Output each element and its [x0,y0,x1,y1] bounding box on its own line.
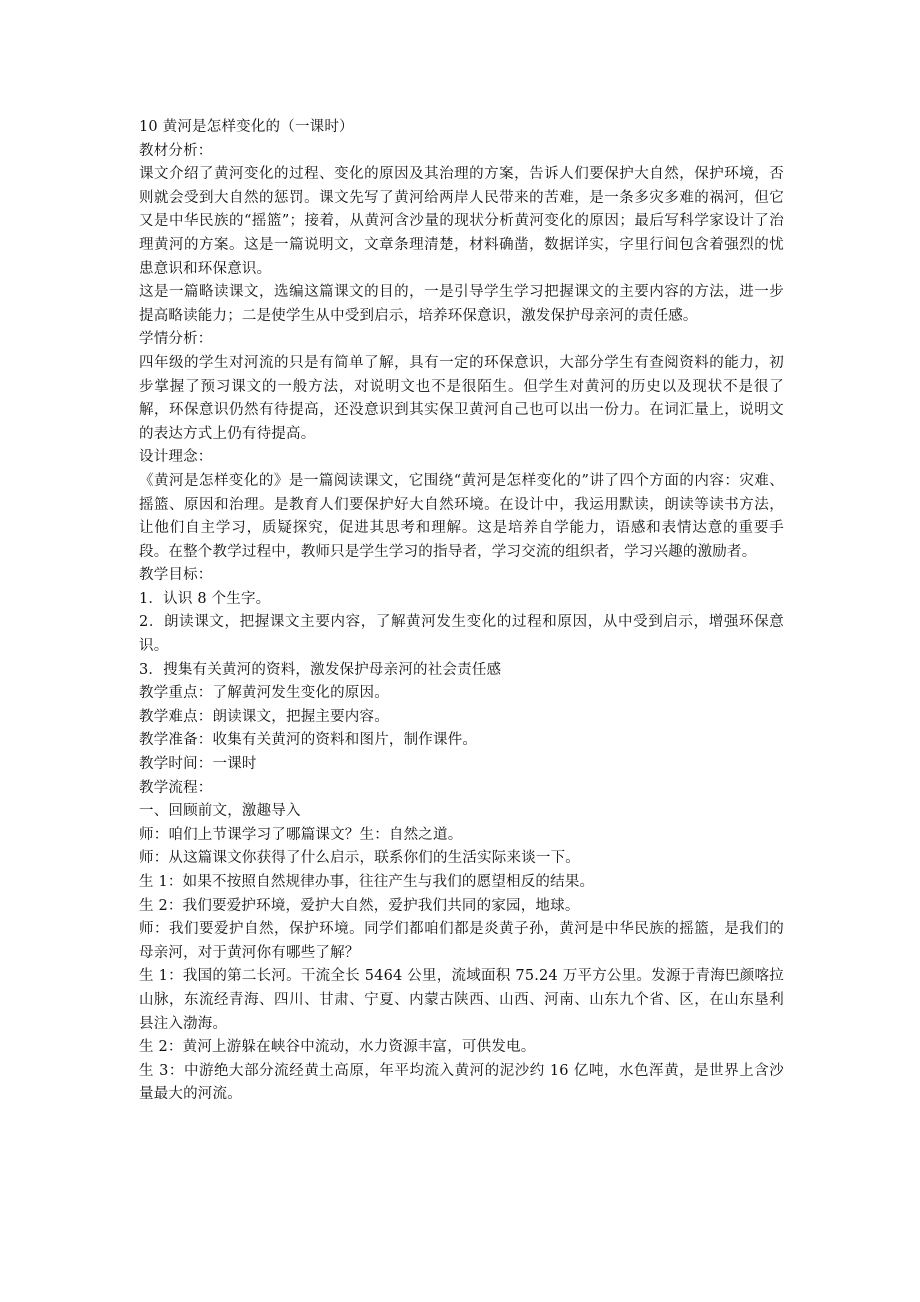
dialogue-line: 生 3：中游绝大部分流经黄土高原，年平均流入黄河的泥沙约 16 亿吨，水色浑黄，是世界上含沙量最大的河流。 [139,1062,784,1103]
paragraph-textbook-analysis-1: 课文介绍了黄河变化的过程、变化的原因及其治理的方案，告诉人们要保护大自然，保护环境，否则就会受到大自然的惩罚。课文先写了黄河给两岸人民带来的苦难，是一条多灾多难的祸河，但它又是中华民族的“摇篮”；接着，从黄河含沙量的现状分析黄河变化的原因；最后写科学家设计了治理黄河的方案。这是一篇说明文，文章条理清楚，材料确凿，数据详实，字里行间包含着强烈的忧患意识和环保意识。 [139,166,784,277]
paragraph-textbook-analysis-2: 这是一篇略读课文，选编这篇课文的目的，一是引导学生学习把握课文的主要内容的方法，进一步提高略读能力；二是使学生从中受到启示，培养环保意识，激发保护母亲河的责任感。 [139,284,784,324]
section-heading-textbook-analysis: 教材分析： [139,142,213,159]
lesson-title: 10 黄河是怎样变化的（一课时） [139,119,354,135]
dialogue-line: 师：我们要爱护自然，保护环境。同学们都咱们都是炎黄子孙，黄河是中华民族的摇篮，是我们的母亲河，对于黄河你有哪些了解？ [139,921,784,961]
dialogue-line: 生 1：如果不按照自然规律办事，往往产生与我们的愿望相反的结果。 [139,874,595,890]
dialogue-line: 生 1：我国的第二长河。干流全长 5464 公里，流域面积 75.24 万平方公里。发源于青海巴颜喀拉山脉，东流经青海、四川、甘肃、宁夏、内蒙古陕西、山西、河南、山东九个省、区，在山东垦利县注入渤海。 [139,968,784,1032]
teaching-focus: 教学重点：了解黄河发生变化的原因。 [139,685,389,702]
paragraph-student-analysis: 四年级的学生对河流的只是有简单了解，具有一定的环保意识，大部分学生有查阅资料的能力，初步掌握了预习课文的一般方法，对说明文也不是很陌生。但学生对黄河的历史以及现状不是很了解，环保意识仍然有待提高，还没意识到其实保卫黄河自己也可以出一份力。在词汇量上，说明文的表达方式上仍有待提高。 [139,354,784,442]
teaching-time: 教学时间：一课时 [139,756,257,773]
dialogue-line: 生 2：黄河上游躲在峡谷中流动，水力资源丰富，可供发电。 [139,1039,536,1056]
section-heading-design-concept: 设计理念： [139,449,213,466]
section-heading-student-analysis: 学情分析： [139,331,213,348]
teaching-preparation: 教学准备：收集有关黄河的资料和图片，制作课件。 [139,732,478,749]
document-page [139,116,784,1107]
teaching-difficulty: 教学难点：朗读课文，把握主要内容。 [139,708,389,725]
section-heading-teaching-process: 教学流程： [139,779,213,796]
dialogue-line: 师：咱们上节课学习了哪篇课文？生：自然之道。 [139,826,463,843]
dialogue-line: 师：从这篇课文你获得了什么启示，联系你们的生活实际来谈一下。 [139,850,580,867]
dialogue-line: 生 2：我们要爱护环境，爱护大自然，爱护我们共同的家园，地球。 [139,897,580,914]
paragraph-design-concept: 《黄河是怎样变化的》是一篇阅读课文，它围绕“黄河是怎样变化的”讲了四个方面的内容：灾难、摇篮、原因和治理。是教育人们要保护好大自然环境。在设计中，我运用默读，朗读等读书方法，让他们自主学习，质疑探究，促进其思考和理解。这是培养自学能力，语感和表情达意的重要手段。在整个教学过程中，教师只是学生学习的指导者，学习交流的组织者，学习兴趣的激励者。 [139,472,784,560]
section-heading-teaching-goals: 教学目标： [139,567,213,584]
goal-item-2: 2．朗读课文，把握课文主要内容，了解黄河发生变化的过程和原因，从中受到启示，增强环保意识。 [139,614,784,655]
process-step-1-heading: 一、回顾前文，激趣导入 [139,803,301,820]
goal-item-3: 3．搜集有关黄河的资料，激发保护母亲河的社会责任感 [139,661,502,678]
goal-item-1: 1．认识 8 个生字。 [139,590,271,607]
